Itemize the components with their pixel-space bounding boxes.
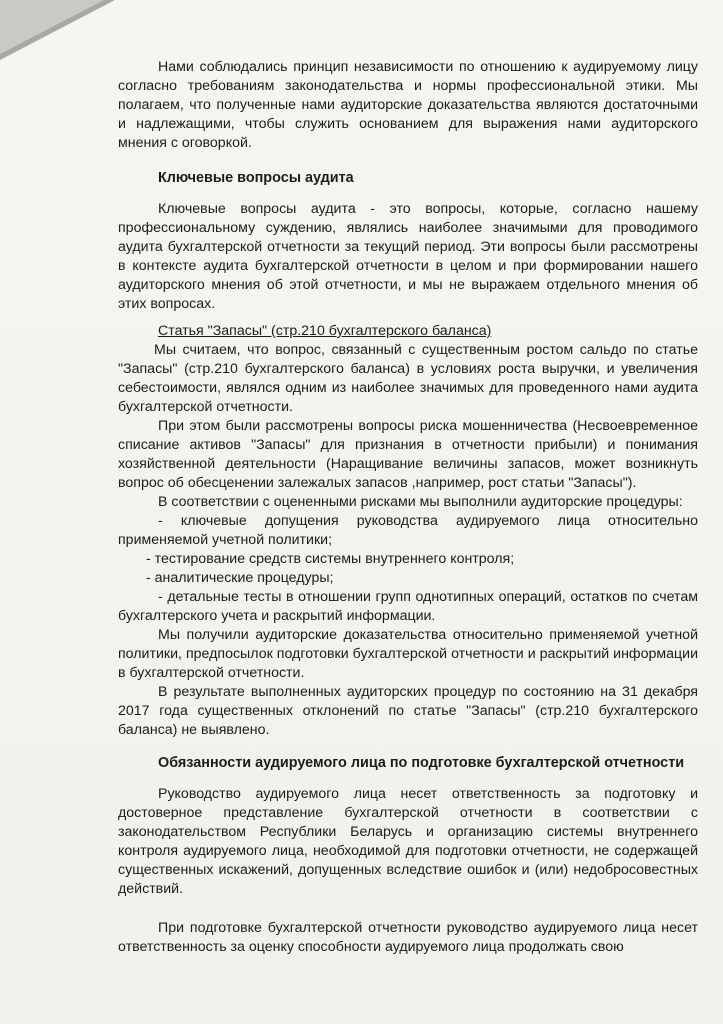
paragraph-inventory-growth: Мы считаем, что вопрос, связанный с существенным ростом сальдо по статье "Запасы" (стр.210 бухгалтерского баланса) в условиях роста выручки, и увеличения себестоимости, являлся одним из наиболее значимых для проведенного нами аудита бухгалтерской отчетности. <box>118 342 698 415</box>
paragraph-fraud-risk: При этом были рассмотрены вопросы риска мошенничества (Несвоевременное списание активов "Запасы" для признания в отчетности прибыли) и понимания хозяйственной деятельности (Наращивание величины запасов, может возникнуть вопрос об обесценении залежалых запасов ,например, рост статьи "Запасы"). <box>118 418 698 491</box>
paragraph-result: В результате выполненных аудиторских процедур по состоянию на 31 декабря 2017 года существенных отклонений по статье "Запасы" (стр.210 бухгалтерского баланса) не выявлено. <box>118 684 698 738</box>
paragraph-key-audit-matters: Ключевые вопросы аудита - это вопросы, которые, согласно нашему профессиональному суждению, являлись наиболее значимыми для проводимого аудита бухгалтерской отчетности за текущий период. Эти вопросы были рассмотрены в контексте аудита бухгалтерской отчетности в целом и при формировании нашего аудиторского мнения об этой отчетности, и мы не выражаем отдельного мнения об этих вопросах. <box>118 201 698 312</box>
document-body <box>118 58 698 957</box>
paragraph-procedures-intro: В соответствии с оцененными рисками мы выполнили аудиторские процедуры: <box>158 494 683 510</box>
heading-key-audit-matters: Ключевые вопросы аудита <box>158 170 354 186</box>
subheading-inventory: Статья "Запасы" (стр.210 бухгалтерского баланса) <box>158 323 492 339</box>
list-item-controls-testing: - тестирование средств системы внутреннего контроля; <box>146 551 515 567</box>
paragraph-evidence-obtained: Мы получили аудиторские доказательства относительно применяемой учетной политики, предпосылок подготовки бухгалтерской отчетности и раскрытий информации в бухгалтерской отчетности. <box>118 627 698 681</box>
list-item-analytics: - аналитические процедуры; <box>146 570 334 586</box>
paragraph-management-responsibility: Руководство аудируемого лица несет ответственность за подготовку и достоверное представление бухгалтерской отчетности в соответствии с законодательством Республики Беларусь и организацию системы внутреннего контроля аудируемого лица, необходимой для подготовки отчетности, не содержащей существенных искажений, допущенных вследствие ошибок и (или) недобросовестных действий. <box>118 786 698 897</box>
list-item-detailed-tests: - детальные тесты в отношении групп однотипных операций, остатков по счетам бухгалтерского учета и раскрытий информации. <box>118 589 698 624</box>
page-corner-fold-inner <box>0 0 104 54</box>
paragraph-independence: Нами соблюдались принцип независимости по отношению к аудируемому лицу согласно требованиям законодательства и нормы профессиональной этики. Мы полагаем, что полученные нами аудиторские доказательства являются достаточными и надлежащими, чтобы служить основанием для выражения нами аудиторского мнения с оговоркой. <box>118 59 698 151</box>
paragraph-going-concern: При подготовке бухгалтерской отчетности руководство аудируемого лица несет ответственность за оценку способности аудируемого лица продолжать свою <box>118 920 698 955</box>
heading-management-responsibilities: Обязанности аудируемого лица по подготовке бухгалтерской отчетности <box>158 755 685 771</box>
list-item-assumptions: - ключевые допущения руководства аудируемого лица относительно применяемой учетной политики; <box>118 513 698 548</box>
